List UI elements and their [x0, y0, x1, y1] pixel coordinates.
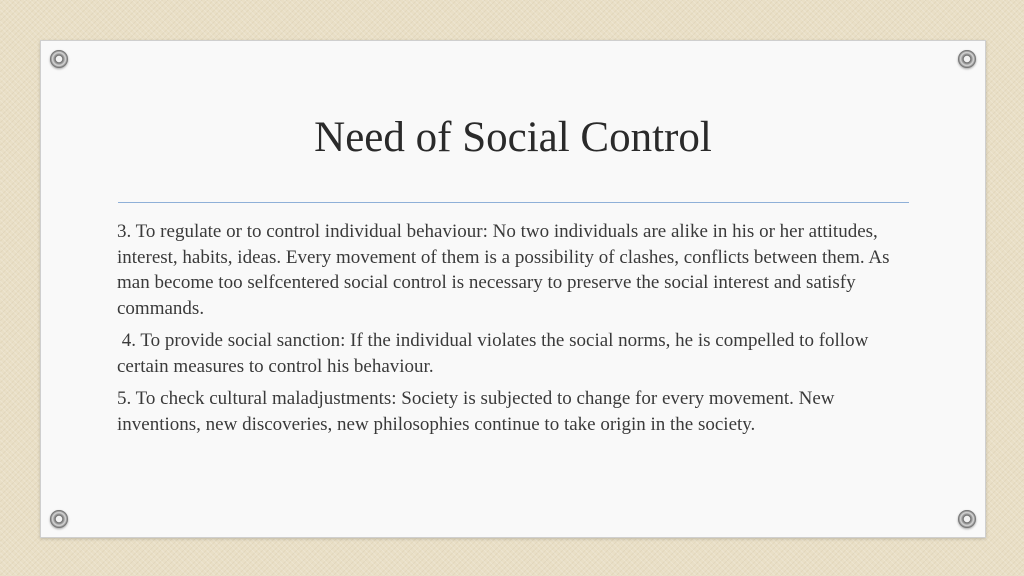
paragraph-point-4: 4. To provide social sanction: If the individual violates the social norms, he is compelled to follow certain measures to control his behaviour. — [117, 330, 874, 377]
title-divider — [118, 202, 909, 203]
paragraph-point-5: 5. To check cultural maladjustments: Society is subjected to change for every movement. New inventions, new discoveries, new philosophies continue to take origin in the society. — [117, 388, 835, 435]
slide-title: Need of Social Control — [314, 114, 712, 161]
slide-body — [117, 219, 917, 444]
pushpin-icon — [50, 510, 68, 528]
slide-card — [40, 40, 986, 538]
pushpin-icon — [958, 510, 976, 528]
pushpin-icon — [958, 50, 976, 68]
pushpin-icon — [50, 50, 68, 68]
paragraph-point-3: 3. To regulate or to control individual behaviour: No two individuals are alike in his or her attitudes, interest, habits, ideas. Every movement of them is a possibility of clashes, conflicts between them. As man become too selfcentered social control is necessary to preserve the social interest and satisfy commands. — [117, 221, 890, 319]
